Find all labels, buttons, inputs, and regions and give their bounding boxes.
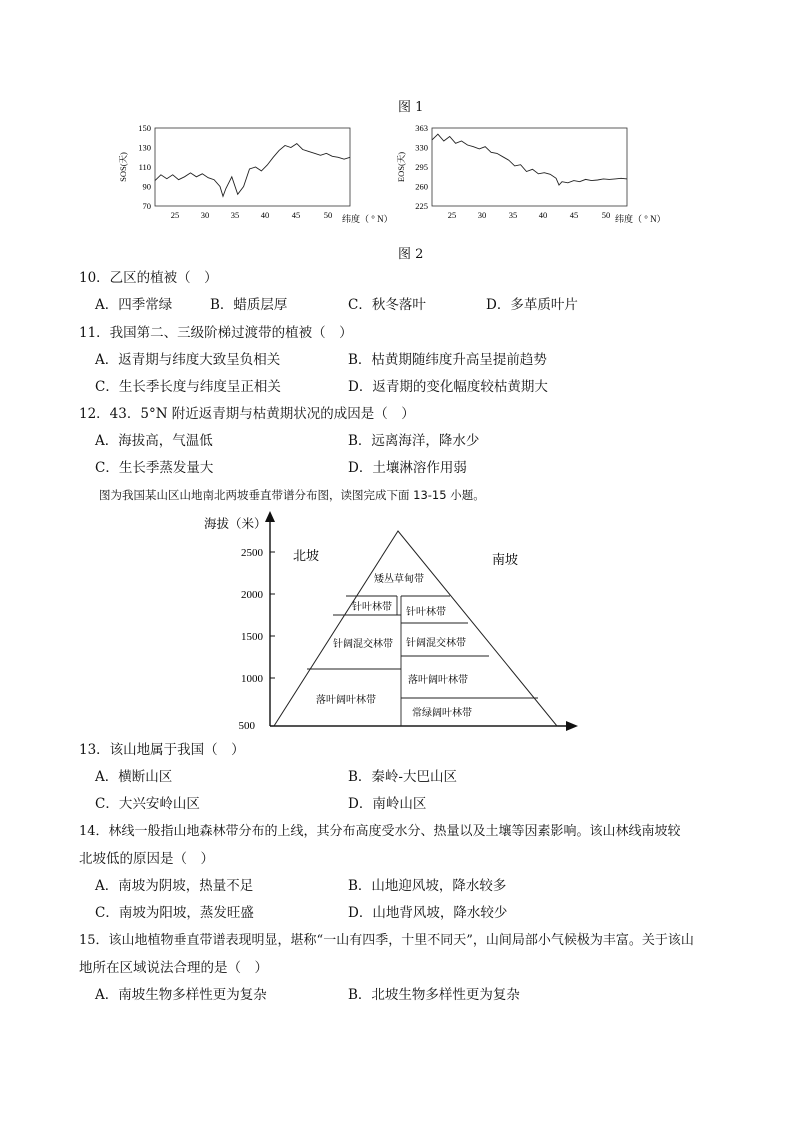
x-axis-arrow-icon [566, 721, 578, 731]
eos-chart [396, 123, 666, 224]
eos-xtick: 25 [447, 210, 457, 220]
zone-label-south-deciduous: 落叶阔叶林带 [408, 675, 468, 686]
eos-xtick: 50 [601, 210, 611, 220]
ytick-label: 2000 [241, 589, 263, 601]
question-11-option-b[interactable]: B．枯黄期随纬度升高呈提前趋势 [348, 352, 547, 368]
question-10-option-a[interactable]: A．四季常绿 [95, 297, 173, 313]
eos-ytick: 295 [415, 162, 428, 172]
figure1-caption: 图 1 [398, 100, 424, 115]
question-14-option-b[interactable]: B．山地迎风坡，降水较多 [348, 878, 507, 894]
figure2-caption: 图 2 [398, 247, 424, 262]
sos-series-line [155, 144, 350, 197]
question-15-stem-line2: 地所在区域说法合理的是（ ） [79, 960, 268, 976]
sos-ytick: 70 [142, 201, 151, 211]
question-14-option-c[interactable]: C．南坡为阳坡，蒸发旺盛 [95, 905, 254, 921]
eos-xtick: 45 [569, 210, 579, 220]
sos-chart [118, 123, 393, 224]
question-13-option-a[interactable]: A．横断山区 [95, 769, 173, 785]
question-15-option-a[interactable]: A．南坡生物多样性更为复杂 [95, 987, 267, 1003]
sos-xtick: 25 [170, 210, 180, 220]
sos-ylabel: SOS(天) [118, 152, 128, 182]
sos-xunit: 纬度（ ° N） [342, 214, 393, 224]
y-axis-label: 海拔（米） [204, 517, 267, 531]
eos-series-line [432, 134, 627, 185]
eos-xtick: 35 [508, 210, 518, 220]
north-slope-label: 北坡 [293, 548, 320, 563]
question-13-option-c[interactable]: C．大兴安岭山区 [95, 796, 200, 812]
ytick-label: 1500 [241, 631, 263, 643]
question-12-stem: 12．43．5°N 附近返青期与枯黄期状况的成因是（ ） [79, 406, 415, 422]
eos-ylabel: EOS(天) [396, 151, 406, 183]
zone-label-meadow: 矮丛草甸带 [374, 574, 424, 585]
figure2-charts [110, 120, 710, 230]
question-11-option-a[interactable]: A．返青期与纬度大致呈负相关 [95, 352, 281, 368]
mountain-zone-diagram [200, 505, 600, 735]
sos-ytick: 150 [138, 123, 151, 133]
eos-xtick: 40 [538, 210, 548, 220]
question-14-option-d[interactable]: D．山地背风坡，降水较少 [348, 905, 508, 921]
eos-chart-frame [432, 128, 627, 206]
question-14-option-a[interactable]: A．南坡为阴坡，热量不足 [95, 878, 254, 894]
question-12-option-c[interactable]: C．生长季蒸发量大 [95, 460, 214, 476]
ytick-label: 1000 [241, 673, 263, 685]
question-13-stem: 13．该山地属于我国（ ） [79, 742, 245, 758]
south-slope-label: 南坡 [492, 552, 519, 567]
sos-xticks [171, 210, 333, 220]
eos-xticks [448, 210, 611, 220]
question-14-stem-line1: 14．林线一般指山地森林带分布的上线，其分布高度受水分、热量以及土壤等因素影响。该山林线南坡较 [79, 824, 681, 839]
question-10-option-c[interactable]: C．秋冬落叶 [348, 297, 426, 313]
question-13-option-b[interactable]: B．秦岭-大巴山区 [348, 769, 457, 785]
question-11-option-d[interactable]: D．返青期的变化幅度较枯黄期大 [348, 379, 548, 395]
sos-xtick: 35 [230, 210, 240, 220]
intro-text: 图为我国某山区山地南北两坡垂直带谱分布图，读图完成下面 13-15 小题。 [99, 488, 485, 502]
sos-ytick: 90 [142, 181, 151, 192]
eos-ytick: 330 [415, 142, 428, 153]
zone-label-north-deciduous: 落叶阔叶林带 [316, 695, 376, 706]
eos-ytick: 260 [415, 181, 428, 192]
question-10-option-b[interactable]: B．蜡质层厚 [210, 297, 288, 313]
sos-yticks [138, 123, 151, 211]
question-12-option-a[interactable]: A．海拔高，气温低 [95, 433, 213, 449]
question-11-option-c[interactable]: C．生长季长度与纬度呈正相关 [95, 379, 281, 395]
question-14-stem-line2: 北坡低的原因是（ ） [79, 851, 214, 867]
eos-ytick: 363 [415, 123, 428, 133]
ytick-label: 2500 [241, 547, 263, 559]
question-15-option-b[interactable]: B．北坡生物多样性更为复杂 [348, 987, 520, 1003]
question-12-option-d[interactable]: D．土壤淋溶作用弱 [348, 460, 467, 476]
zone-label-south-evergreen: 常绿阔叶林带 [412, 708, 472, 719]
eos-yticks [415, 123, 428, 211]
sos-ytick: 130 [138, 142, 151, 153]
sos-xtick: 30 [200, 210, 210, 220]
ytick-label: 500 [238, 720, 255, 732]
question-12-option-b[interactable]: B．远离海洋，降水少 [348, 433, 480, 449]
zone-label-south-conifer: 针叶林带 [406, 607, 446, 618]
zone-label-south-mixed: 针阔混交林带 [406, 638, 466, 649]
zone-label-north-mixed: 针阔混交林带 [333, 639, 393, 650]
question-11-stem: 11．我国第二、三级阶梯过渡带的植被（ ） [79, 325, 353, 341]
sos-xtick: 40 [260, 210, 270, 220]
eos-xunit: 纬度（ ° N） [615, 214, 666, 224]
sos-chart-frame [155, 128, 350, 206]
eos-xtick: 30 [477, 210, 487, 220]
question-15-stem-line1: 15．该山地植物垂直带谱表现明显，堪称“一山有四季，十里不同天”，山间局部小气候极为丰富。关于该山 [79, 933, 694, 948]
sos-xtick: 45 [291, 210, 301, 220]
zone-label-north-conifer: 针叶林带 [352, 602, 392, 613]
sos-xtick: 50 [323, 210, 333, 220]
sos-ytick: 110 [138, 162, 151, 172]
question-13-option-d[interactable]: D．南岭山区 [348, 796, 427, 812]
question-10-option-d[interactable]: D．多革质叶片 [486, 297, 578, 313]
eos-ytick: 225 [415, 201, 428, 211]
question-10-stem: 10．乙区的植被（ ） [79, 270, 218, 286]
